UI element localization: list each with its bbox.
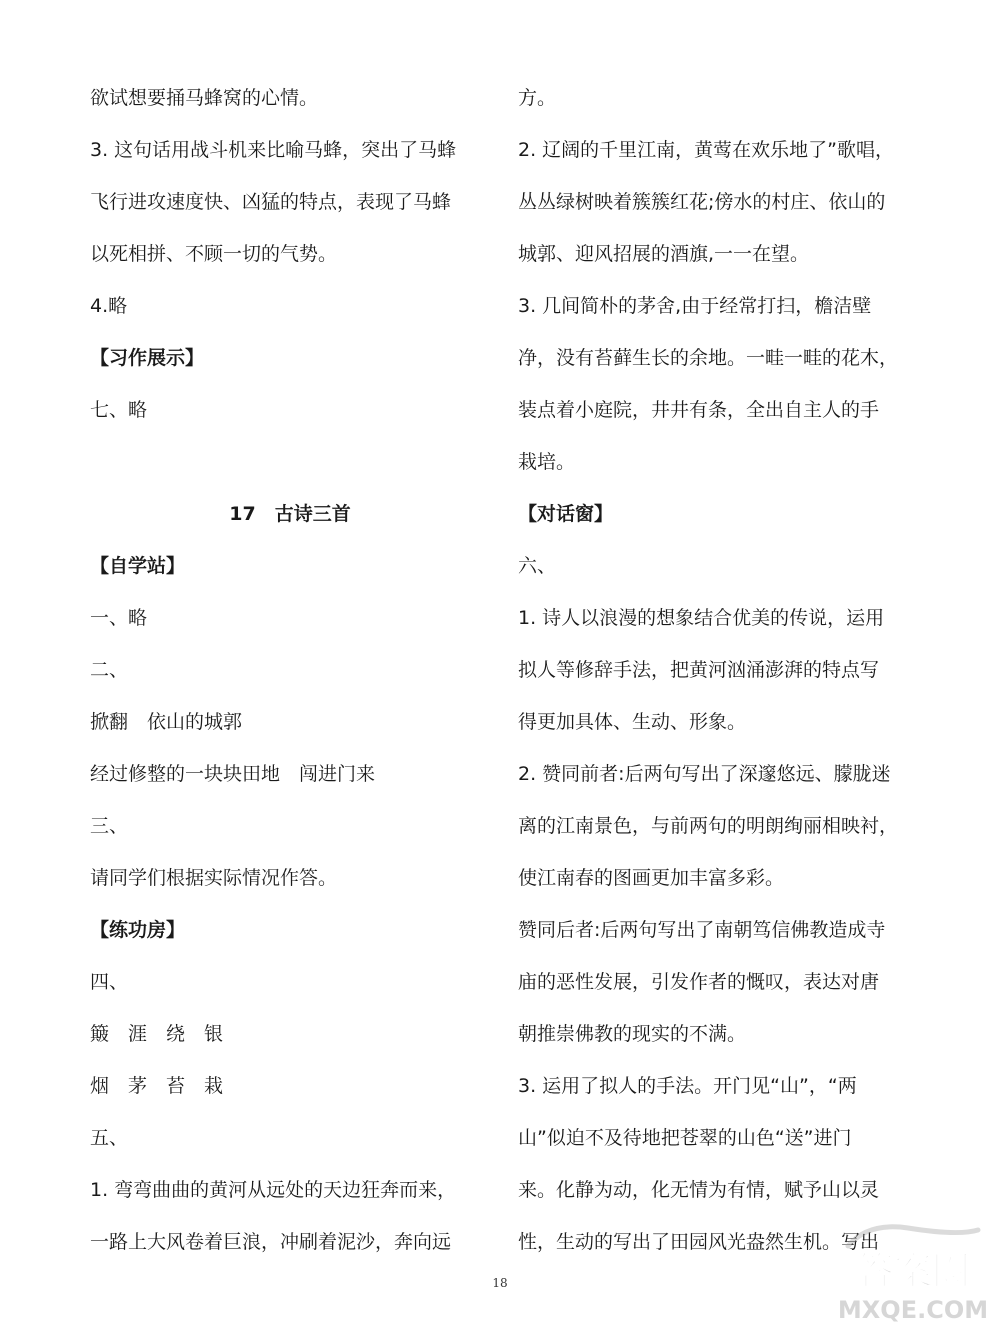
text-line: 离的江南景色，与前两句的明朗绚丽相映衬，	[518, 815, 899, 837]
section-heading: 【习作展示】	[90, 347, 205, 369]
text-line: 城郭、迎风招展的酒旗,一一在望。	[518, 243, 810, 265]
section-heading: 【自学站】	[90, 555, 186, 577]
text-line: 以死相拼、不顾一切的气势。	[90, 243, 338, 265]
text-line: 性，生动的写出了田园风光盎然生机。写出	[518, 1231, 880, 1253]
text-line: 净，没有苔藓生长的余地。一畦一畦的花木，	[518, 347, 899, 369]
text-line: 4.略	[90, 295, 128, 317]
text-line: 山”似迫不及待地把苍翠的山色“送”进门	[518, 1127, 852, 1149]
text-line: 一、略	[90, 607, 148, 629]
text-line: 得更加具体、生动、形象。	[518, 711, 747, 733]
text-line	[90, 436, 490, 488]
text-line: 3. 几间简朴的茅舍,由于经常打扫，檐洁壁	[518, 295, 872, 317]
text-line: 丛丛绿树映着簇簇红花;傍水的村庄、依山的	[518, 191, 886, 213]
text-line: 使江南春的图画更加丰富多彩。	[518, 867, 785, 889]
text-line: 朝推崇佛教的现实的不满。	[518, 1023, 747, 1045]
svg-text:MXQE.COM: MXQE.COM	[838, 1296, 988, 1324]
text-line: 请同学们根据实际情况作答。	[90, 867, 338, 889]
page-number: 18	[492, 1276, 508, 1290]
text-line: 赞同后者:后两句写出了南朝笃信佛教造成寺	[518, 919, 886, 941]
right-column	[518, 72, 918, 1268]
text-line: 四、	[90, 971, 129, 993]
text-line: 二、	[90, 659, 129, 681]
svg-text:答案圈: 答案圈	[855, 1249, 971, 1293]
text-line: 三、	[90, 815, 129, 837]
section-heading: 【对话窗】	[518, 503, 614, 525]
text-line: 庙的恶性发展，引发作者的慨叹，表达对唐	[518, 971, 880, 993]
text-line: 拟人等修辞手法，把黄河汹涌澎湃的特点写	[518, 659, 880, 681]
text-line: 2. 赞同前者:后两句写出了深邃悠远、朦胧迷	[518, 763, 891, 785]
section-heading: 【练功房】	[90, 919, 186, 941]
text-line: 2. 辽阔的千里江南，黄莺在欢乐地了”歌唱，	[518, 139, 895, 161]
text-line: 五、	[90, 1127, 129, 1149]
text-line: 来。化静为动，化无情为有情，赋予山以灵	[518, 1179, 880, 1201]
watermark-logo	[838, 1218, 988, 1328]
text-line: 装点着小庭院，井井有条，全出自主人的手	[518, 399, 880, 421]
text-line: 六、	[518, 555, 557, 577]
section-title: 17 古诗三首	[229, 503, 351, 525]
left-column	[90, 72, 490, 1268]
text-line: 烟 茅 苔 栽	[90, 1075, 224, 1097]
text-line: 1. 诗人以浪漫的想象结合优美的传说，运用	[518, 607, 885, 629]
text-line: 七、略	[90, 399, 148, 421]
text-line: 欲试想要捅马蜂窝的心情。	[90, 87, 319, 109]
text-line: 一路上大风卷着巨浪，冲刷着泥沙，奔向远	[90, 1231, 452, 1253]
text-line: 簸 涯 绕 银	[90, 1023, 224, 1045]
text-line: 经过修整的一块块田地 闯进门来	[90, 763, 376, 785]
text-line: 1. 弯弯曲曲的黄河从远处的天边狂奔而来，	[90, 1179, 457, 1201]
text-line: 飞行进攻速度快、凶猛的特点，表现了马蜂	[90, 191, 452, 213]
text-line: 掀翻 依山的城郭	[90, 711, 243, 733]
text-line: 栽培。	[518, 451, 576, 473]
text-line: 方。	[518, 87, 557, 109]
text-line: 3. 这句话用战斗机来比喻马蜂，突出了马蜂	[90, 139, 457, 161]
text-line: 3. 运用了拟人的手法。开门见“山”，“两	[518, 1075, 857, 1097]
